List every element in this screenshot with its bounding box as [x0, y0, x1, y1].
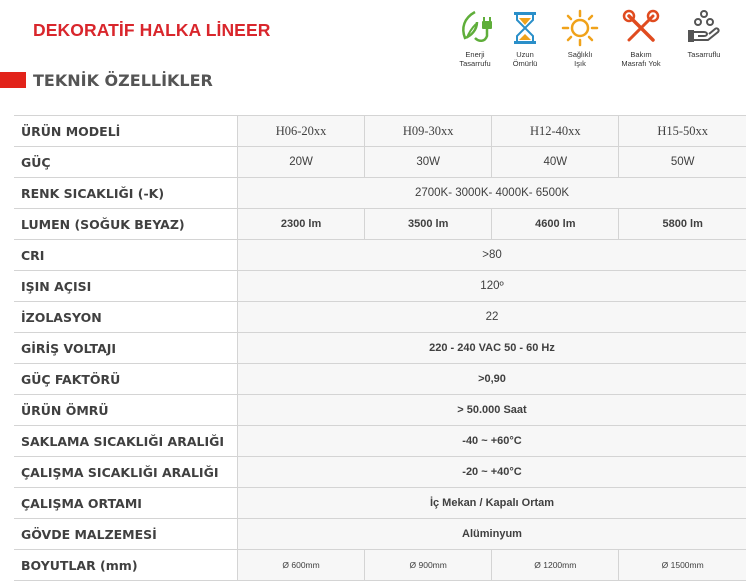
- feature-label: Sağlıklı Işık: [567, 50, 593, 68]
- row-label: IŞIN AÇISI: [14, 271, 238, 302]
- table-row-dimensions: [14, 550, 746, 581]
- row-label: GİRİŞ VOLTAJI: [14, 333, 238, 364]
- beam-angle-value: 120º: [238, 271, 747, 302]
- table-row-model: [14, 116, 746, 147]
- table-row-insulation: [14, 302, 746, 333]
- table-row-lumen: [14, 209, 746, 240]
- row-label: ÇALIŞMA ORTAMI: [14, 488, 238, 519]
- power-cell: 20W: [238, 147, 365, 178]
- dimension-cell: Ø 1200mm: [492, 550, 619, 581]
- hourglass-icon: [505, 8, 545, 48]
- model-cell: H15-50xx: [619, 116, 746, 147]
- color-temp-value: 2700K- 3000K- 4000K- 6500K: [238, 178, 747, 209]
- feature-label: Bakım Masrafı Yok: [621, 50, 661, 68]
- section-title: TEKNİK ÖZELLİKLER: [33, 71, 213, 90]
- row-label: GÖVDE MALZEMESİ: [14, 519, 238, 550]
- lumen-cell: 2300 lm: [238, 209, 365, 240]
- feature-savings: [674, 8, 734, 59]
- operating-temp-value: -20 ~ +40°C: [238, 457, 747, 488]
- table-row-power: [14, 147, 746, 178]
- dimension-cell: Ø 600mm: [238, 550, 365, 581]
- table-row-environment: [14, 488, 746, 519]
- power-cell: 30W: [365, 147, 492, 178]
- model-cell: H12-40xx: [492, 116, 619, 147]
- power-factor-value: >0,90: [238, 364, 747, 395]
- dimension-cell: Ø 1500mm: [619, 550, 746, 581]
- row-label: CRI: [14, 240, 238, 271]
- energy-plug-icon: [455, 8, 495, 48]
- row-label: LUMEN (SOĞUK BEYAZ): [14, 209, 238, 240]
- row-label: ÜRÜN ÖMRÜ: [14, 395, 238, 426]
- row-label: BOYUTLAR (mm): [14, 550, 238, 581]
- table-row-lifetime: [14, 395, 746, 426]
- table-row-power-factor: [14, 364, 746, 395]
- sun-icon: [560, 8, 600, 48]
- feature-no-maintenance: [611, 8, 671, 68]
- section-marker: [0, 72, 26, 88]
- lumen-cell: 4600 lm: [492, 209, 619, 240]
- storage-temp-value: -40 ~ +60°C: [238, 426, 747, 457]
- hand-coins-icon: [684, 8, 724, 48]
- table-row-color-temp: [14, 178, 746, 209]
- row-label: GÜÇ FAKTÖRÜ: [14, 364, 238, 395]
- feature-label: Tasarruflu: [687, 50, 721, 59]
- table-row-operating-temp: [14, 457, 746, 488]
- insulation-value: 22: [238, 302, 747, 333]
- table-row-storage-temp: [14, 426, 746, 457]
- voltage-value: 220 - 240 VAC 50 - 60 Hz: [238, 333, 747, 364]
- row-label: ÜRÜN MODELİ: [14, 116, 238, 147]
- power-cell: 40W: [492, 147, 619, 178]
- page-title: DEKORATİF HALKA LİNEER: [33, 20, 271, 40]
- row-label: SAKLAMA SICAKLIĞI ARALIĞI: [14, 426, 238, 457]
- lumen-cell: 5800 lm: [619, 209, 746, 240]
- row-label: ÇALIŞMA SICAKLIĞI ARALIĞI: [14, 457, 238, 488]
- power-cell: 50W: [619, 147, 746, 178]
- lumen-cell: 3500 lm: [365, 209, 492, 240]
- feature-healthy-light: [550, 8, 610, 68]
- body-material-value: Alüminyum: [238, 519, 747, 550]
- model-cell: H06-20xx: [238, 116, 365, 147]
- row-label: RENK SICAKLIĞI (-K): [14, 178, 238, 209]
- feature-icons: [445, 8, 735, 80]
- lifetime-value: > 50.000 Saat: [238, 395, 747, 426]
- table-row-beam-angle: [14, 271, 746, 302]
- table-row-voltage: [14, 333, 746, 364]
- model-cell: H09-30xx: [365, 116, 492, 147]
- table-row-body-material: [14, 519, 746, 550]
- environment-value: İç Mekan / Kapalı Ortam: [238, 488, 747, 519]
- spec-table: [14, 115, 746, 581]
- feature-label: Enerji Tasarrufu: [459, 50, 491, 68]
- row-label: GÜÇ: [14, 147, 238, 178]
- row-label: İZOLASYON: [14, 302, 238, 333]
- dimension-cell: Ø 900mm: [365, 550, 492, 581]
- cri-value: >80: [238, 240, 747, 271]
- feature-lifetime: [495, 8, 555, 68]
- feature-label: Uzun Ömürlü: [512, 50, 538, 68]
- tools-icon: [621, 8, 661, 48]
- table-row-cri: [14, 240, 746, 271]
